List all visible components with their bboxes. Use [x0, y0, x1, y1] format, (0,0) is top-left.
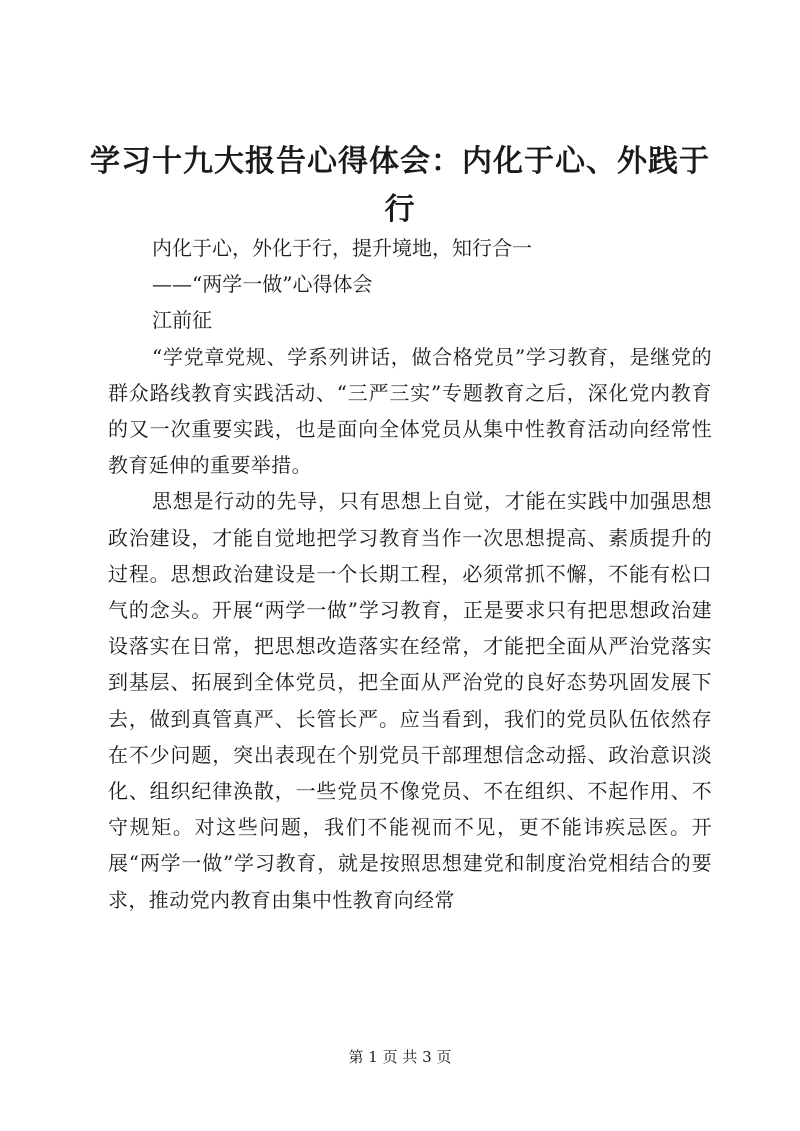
- document-title: 学习十九大报告心得体会：内化于心、外践于行: [90, 144, 710, 227]
- subtitle: 内化于心，外化于行，提升境地，知行合一: [152, 236, 532, 260]
- paragraph-1: “学党章党规、学系列讲话，做合格党员”学习教育，是继党的群众路线教育实践活动、“三严三实”专题教育之后，深化党内教育的又一次重要实践，也是面向全体党员从集中性教育活动向经常性教育延伸的重要举措。: [108, 344, 712, 478]
- document-body: [108, 230, 712, 918]
- paragraph-2: 思想是行动的先导，只有思想上自觉，才能在实践中加强思想政治建设，才能自觉地把学习教育当作一次思想提高、素质提升的过程。思想政治建设是一个长期工程，必须常抓不懈，不能有松口气的念头。开展“两学一做”学习教育，正是要求只有把思想政治建设落实在日常，把思想改造落实在经常，才能把全面从严治党落实到基层、拓展到全体党员，把全面从严治党的良好态势巩固发展下去，做到真管真严、长管长严。应当看到，我们的党员队伍依然存在不少问题，突出表现在个别党员干部理想信念动摇、政治意识淡化、组织纪律涣散，一些党员不像党员、不在组织、不起作用、不守规矩。对这些问题，我们不能视而不见，更不能讳疾忌医。开展“两学一做”学习教育，就是按照思想建党和制度治党相结合的要求，推动党内教育由集中性教育向经常: [108, 489, 712, 912]
- subtitle-secondary: ——“两学一做”心得体会: [152, 272, 373, 297]
- author-name: 江前征: [152, 308, 212, 333]
- page-number-footer: 第 1 页 共 3 页: [348, 1048, 452, 1066]
